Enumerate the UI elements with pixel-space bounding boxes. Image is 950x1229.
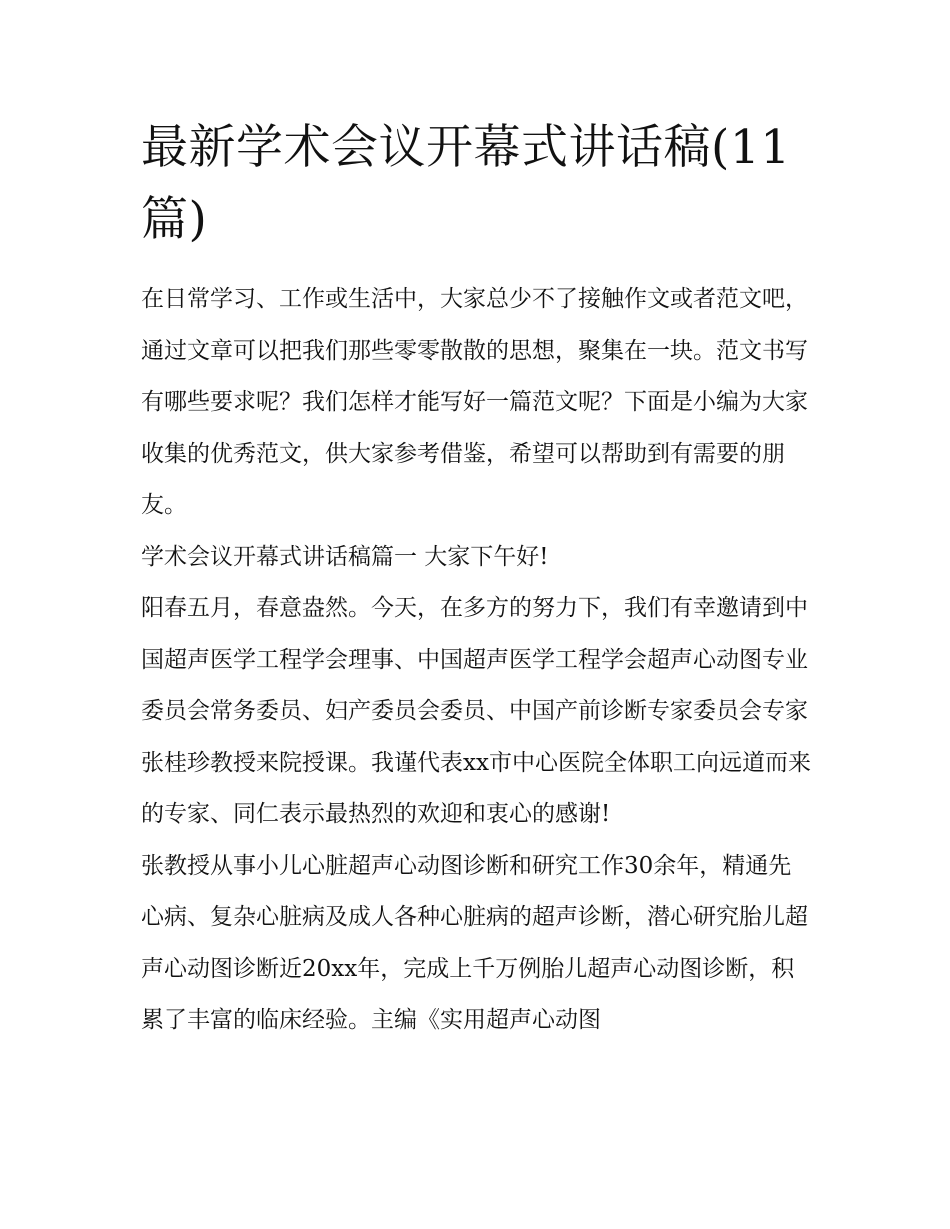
page-title: 最新学术会议开幕式讲话稿(11篇) xyxy=(141,120,791,247)
professor-intro-paragraph: 张教授从事小儿心脏超声心动图诊断和研究工作30余年，精通先心病、复杂心脏病及成人各种心脏病的超声诊断，潜心研究胎儿超声心动图诊断近20xx年，完成上千万例胎儿超声心动图诊断，积累了丰富的临床经验。主编《实用超声心动图 xyxy=(141,852,808,1033)
intro-paragraph: 在日常学习、工作或生活中，大家总少不了接触作文或者范文吧，通过文章可以把我们那些零零散散的思想，聚集在一块。范文书写有哪些要求呢？我们怎样才能写好一篇范文呢？下面是小编为大家收集的优秀范文，供大家参考借鉴，希望可以帮助到有需要的朋友。 xyxy=(141,286,808,518)
document-body xyxy=(141,112,813,1047)
section-heading-paragraph: 学术会议开幕式讲话稿篇一 大家下午好! xyxy=(141,543,549,570)
welcome-paragraph: 阳春五月，春意盎然。今天，在多方的努力下，我们有幸邀请到中国超声医学工程学会理事、中国超声医学工程学会超声心动图专业委员会常务委员、妇产委员会委员、中国产前诊断专家委员会专家张桂珍教授来院授课。我谨代表xx市中心医院全体职工向远道而来的专家、同仁表示最热烈的欢迎和衷心的感谢! xyxy=(141,595,811,827)
